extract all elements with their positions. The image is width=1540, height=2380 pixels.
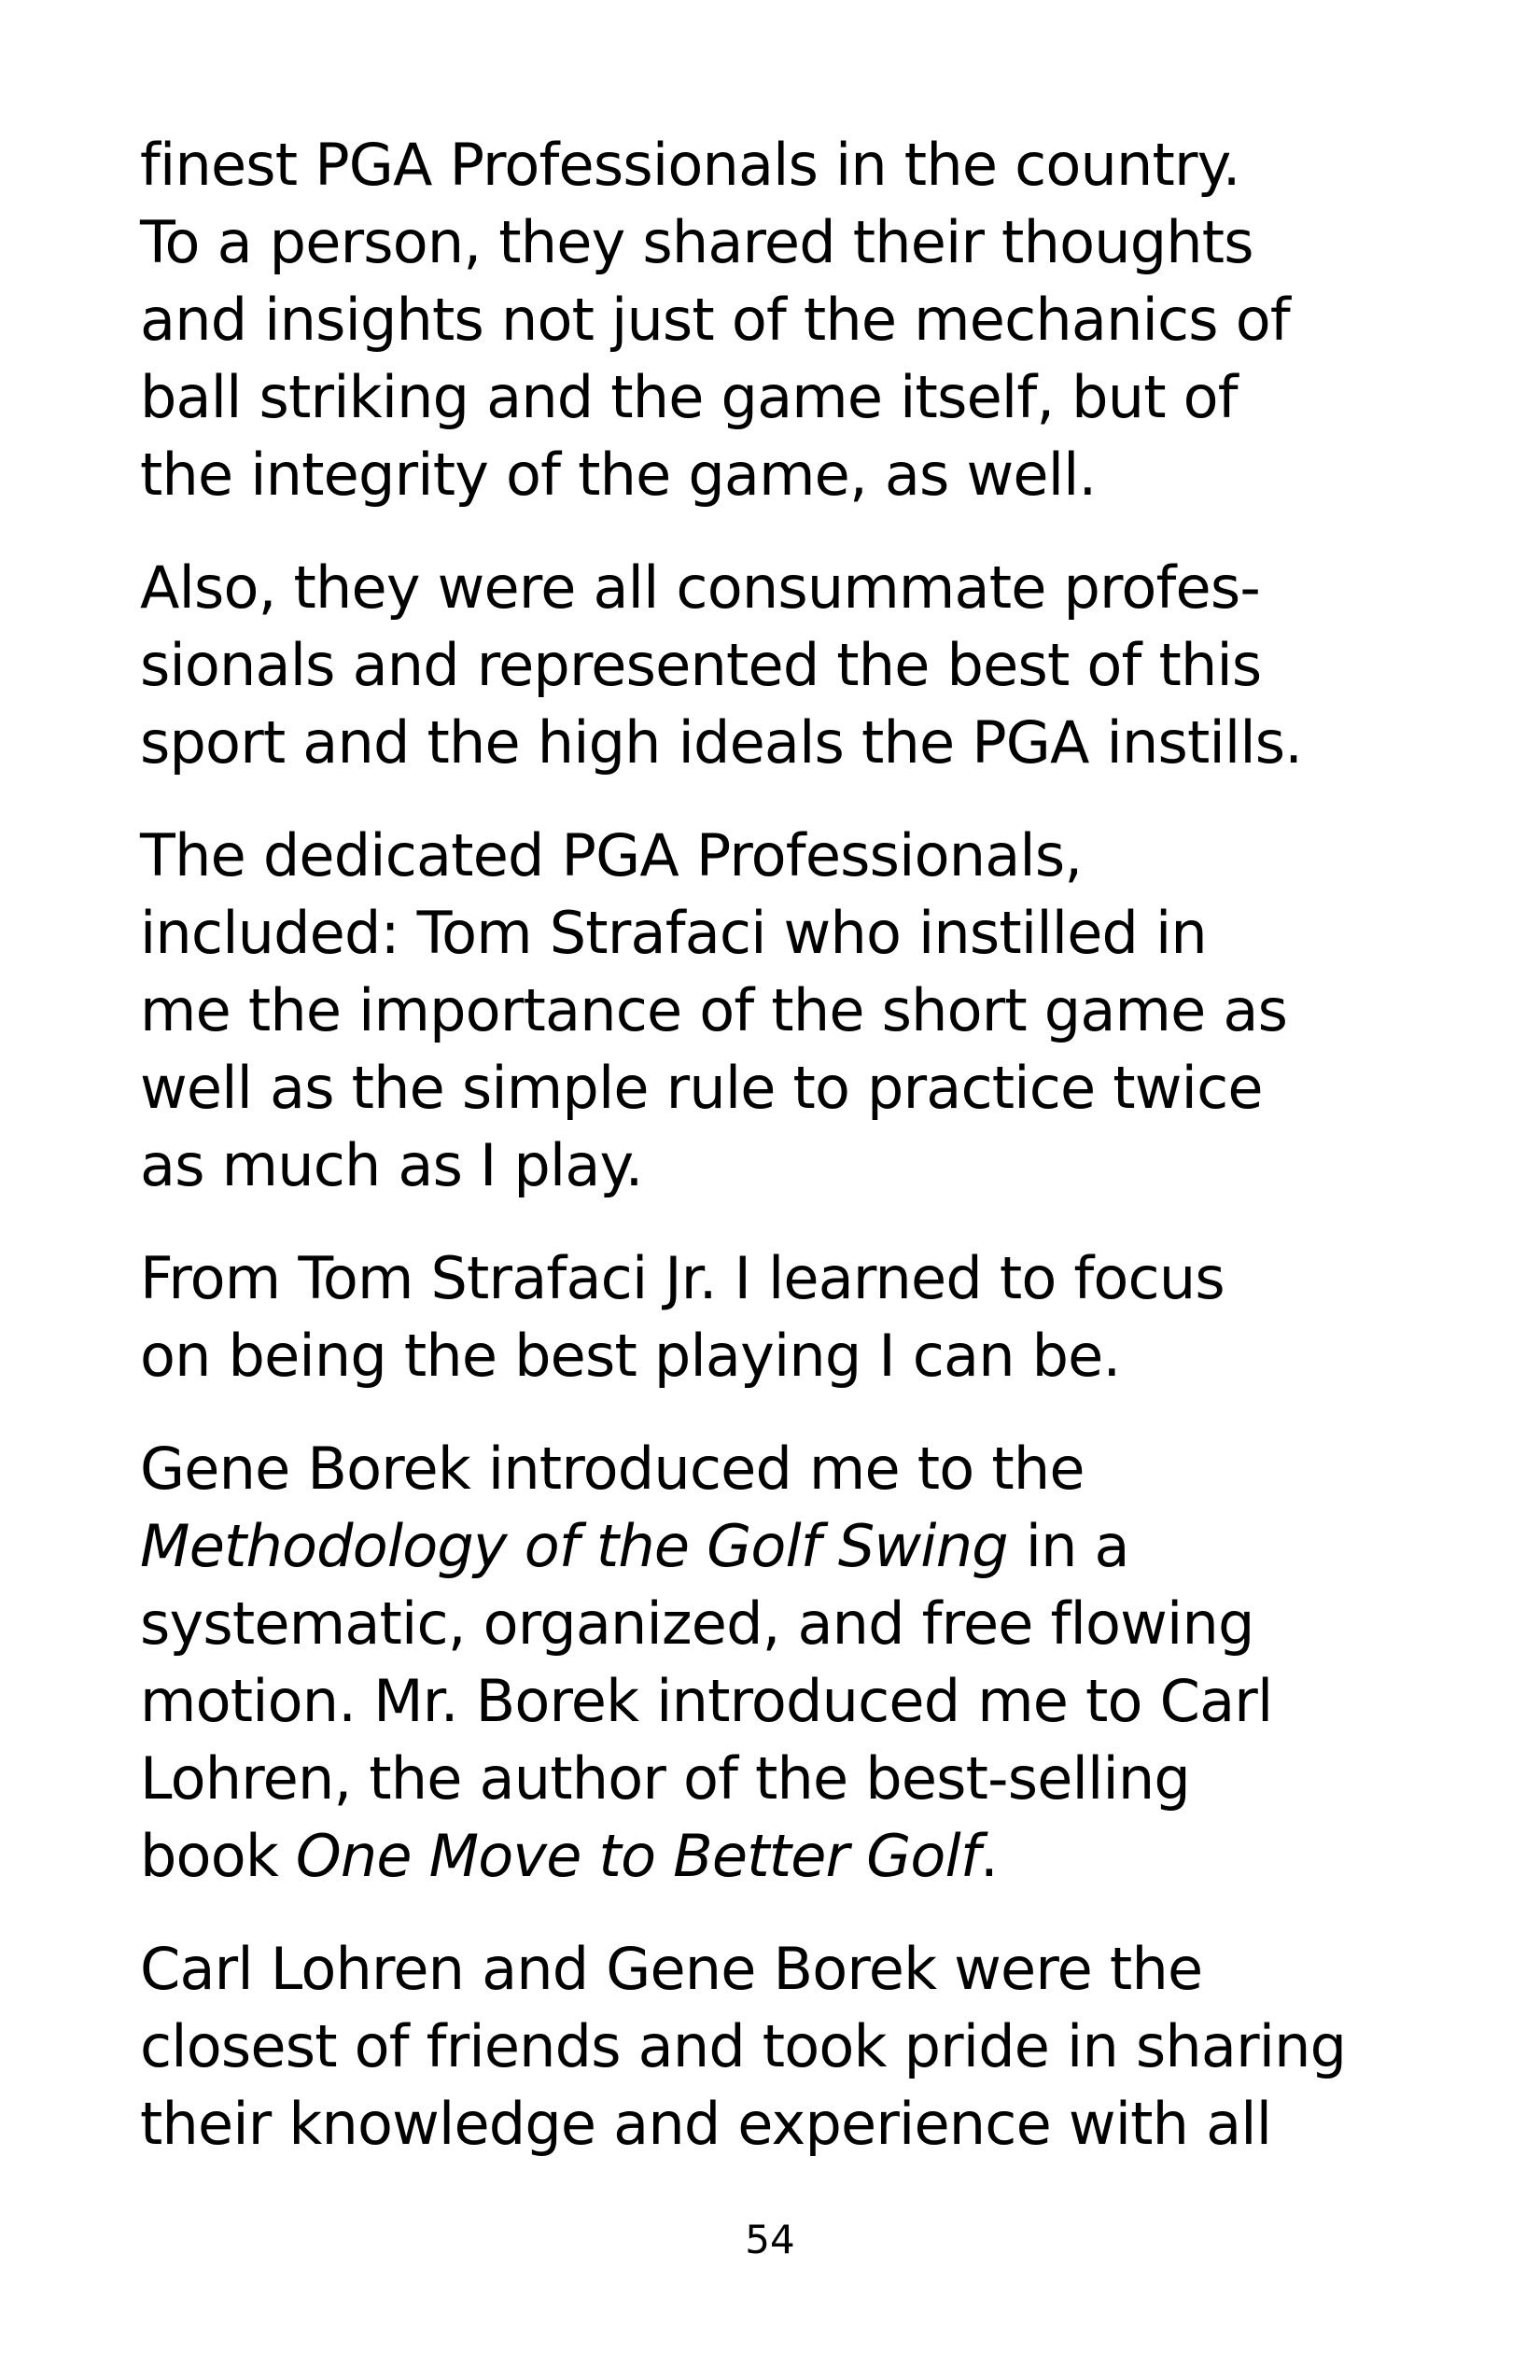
text-line: To a person, they shared their thoughts — [140, 208, 1253, 276]
text-fragment: . — [979, 1822, 998, 1890]
paragraph-4 — [140, 1239, 1409, 1394]
text-line: on being the best playing I can be. — [140, 1322, 1121, 1390]
text-line: systematic, organized, and free flowing — [140, 1589, 1254, 1658]
text-line — [140, 1817, 1409, 1895]
paragraph-2 — [140, 549, 1409, 781]
text-line: finest PGA Professionals in the country. — [140, 131, 1240, 199]
text-line: and insights not just of the mechanics of — [140, 286, 1290, 354]
paragraph-3 — [140, 817, 1409, 1204]
text-line: From Tom Strafaci Jr. I learned to focus — [140, 1244, 1225, 1312]
text-line: Lohren, the author of the best-selling — [140, 1744, 1190, 1813]
text-line: motion. Mr. Borek introduced me to Carl — [140, 1667, 1273, 1735]
text-line: sionals and represented the best of this — [140, 631, 1262, 699]
book-title-methodology: Methodology of the Golf Swing — [140, 1512, 1008, 1580]
text-line: well as the simple rule to practice twice — [140, 1054, 1263, 1122]
text-line: sport and the high ideals the PGA instills. — [140, 708, 1303, 777]
page-body — [140, 126, 1409, 2198]
text-line: The dedicated PGA Professionals, — [140, 821, 1083, 889]
paragraph-6 — [140, 1930, 1409, 2163]
book-title-one-move: One Move to Better Golf — [295, 1822, 980, 1890]
paragraph-5 — [140, 1430, 1409, 1895]
text-line: the integrity of the game, as well. — [140, 441, 1097, 509]
text-line: closest of friends and took pride in sharing — [140, 2012, 1347, 2080]
page-number: 54 — [745, 2217, 795, 2262]
text-line: Gene Borek introduced me to the — [140, 1435, 1085, 1503]
text-fragment: in a — [1007, 1512, 1129, 1580]
text-line: as much as I play. — [140, 1131, 643, 1199]
text-line: Carl Lohren and Gene Borek were the — [140, 1935, 1203, 2003]
text-line: Also, they were all consummate profes- — [140, 553, 1260, 622]
text-line: me the importance of the short game as — [140, 976, 1288, 1044]
text-fragment: book — [140, 1822, 296, 1890]
text-line: included: Tom Strafaci who instilled in — [140, 899, 1207, 967]
paragraph-1 — [140, 126, 1409, 513]
text-line: ball striking and the game itself, but of — [140, 363, 1238, 431]
text-line: their knowledge and experience with all — [140, 2090, 1272, 2158]
text-line — [140, 1507, 1409, 1585]
